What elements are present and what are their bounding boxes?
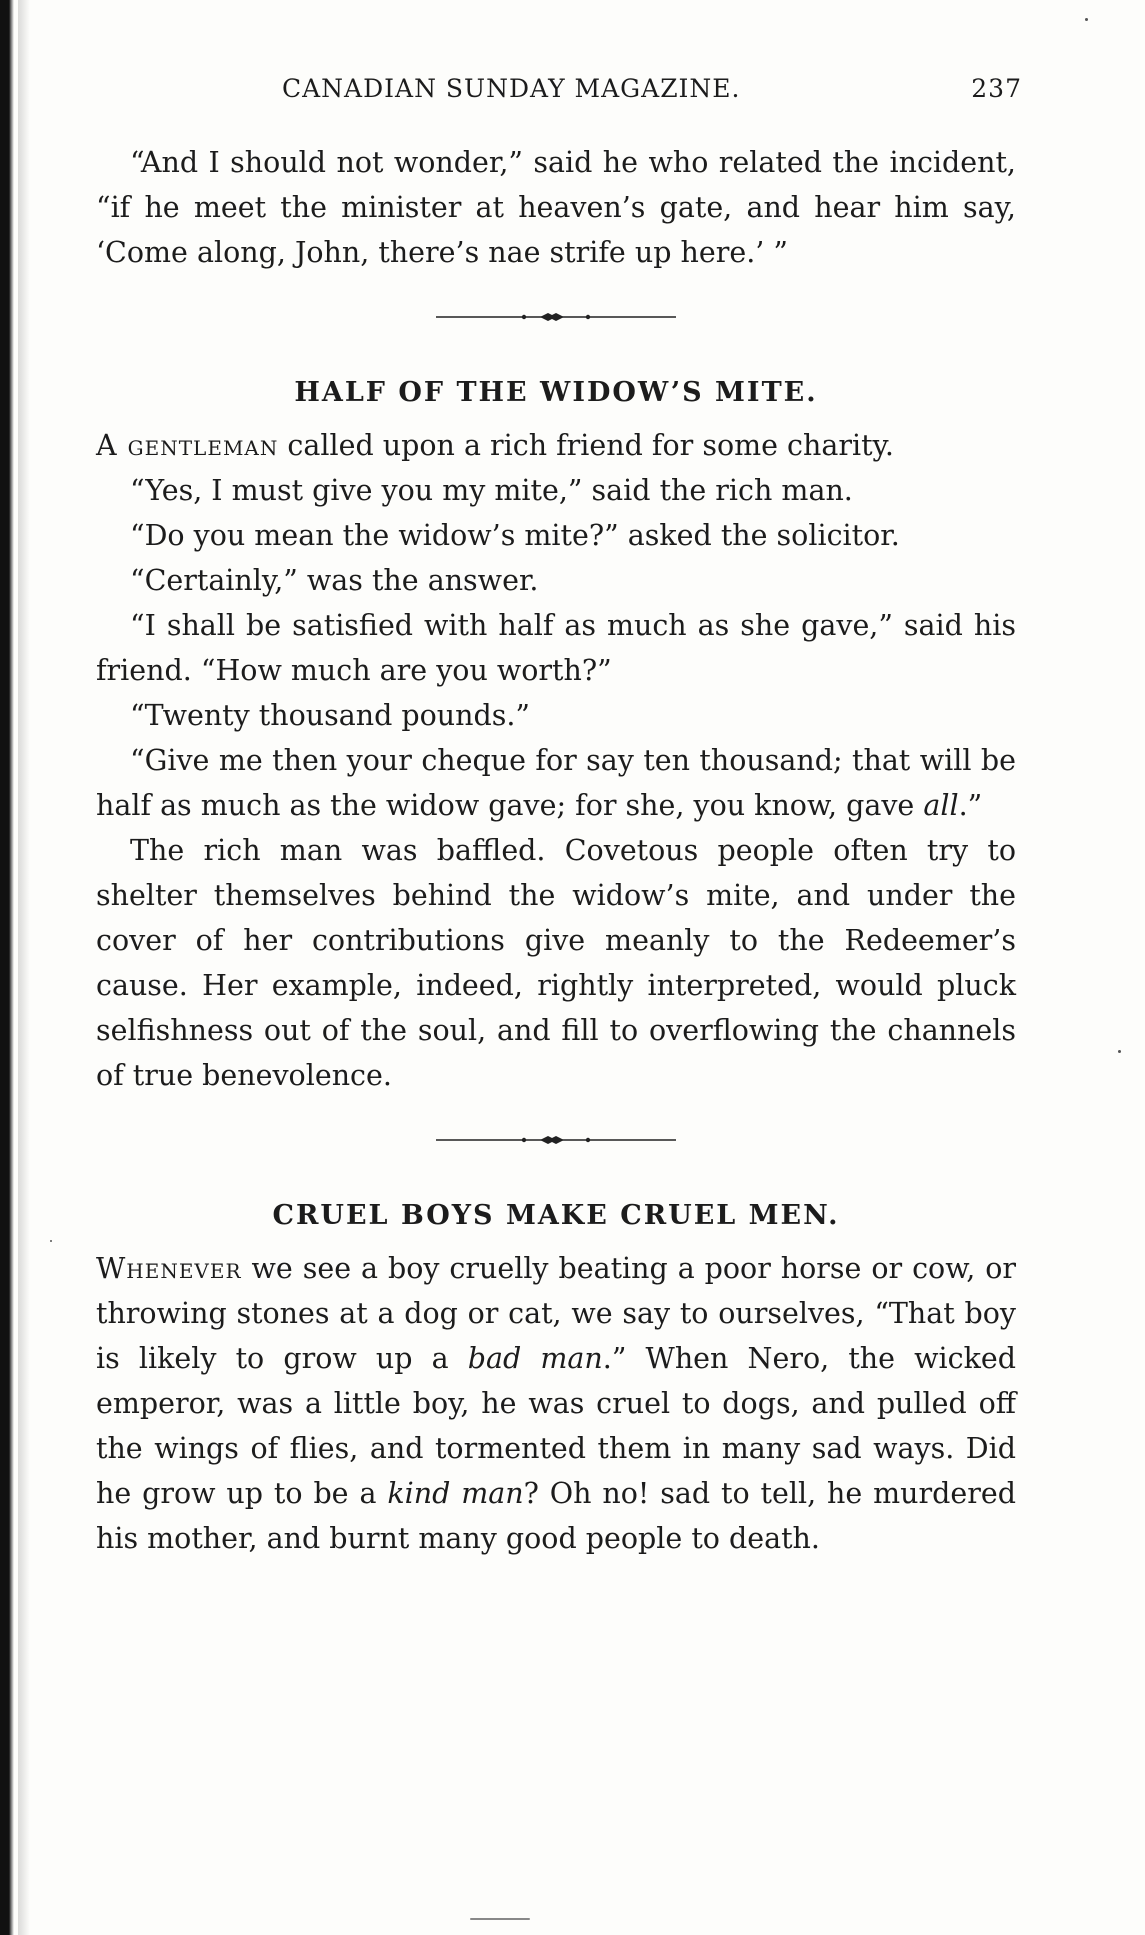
- page-number: 237: [971, 74, 1022, 103]
- print-speck: [1085, 18, 1088, 21]
- article-paragraph: “Twenty thousand pounds.”: [130, 699, 531, 732]
- paragraph-text: we see a boy cruelly beating a poor horse or cow, or throwing stones at a dog or cat, we say to ourselves, “That boy is likely to grow up a: [96, 1252, 1016, 1375]
- print-speck: [470, 1918, 530, 1920]
- paragraph-text: .” When Nero, the wicked emperor, was a little boy, he was cruel to dogs, and pulled off the wings of flies, and tormented them in many sad ways. Did he grow up to be a: [96, 1342, 1016, 1510]
- section-divider: [96, 297, 1016, 341]
- page-gutter-shade: [18, 0, 30, 1935]
- article-paragraph: The rich man was baffled. Covetous people often try to shelter themselves behind the widow’s mite, and under the cover of her contributions give meanly to the Redeemer’s cause. Her example, indeed, rightly interpreted, would pluck selfishness out of the soul, and fill to overflowing the channels of true benevolence.: [96, 834, 1016, 1092]
- divider-ornament: [436, 307, 676, 327]
- italic-emphasis: bad man: [467, 1342, 603, 1375]
- article-paragraph: “Do you mean the widow’s mite?” asked the solicitor.: [130, 519, 900, 552]
- print-speck: [50, 1240, 52, 1242]
- article-paragraph: [96, 1246, 1016, 1561]
- article-paragraph: “I shall be satisfied with half as much as she gave,” said his friend. “How much are you worth?”: [96, 609, 1016, 687]
- page-spine-shadow: [0, 0, 14, 1935]
- lead-smallcaps: A gentleman: [96, 429, 279, 462]
- print-speck: [1118, 1050, 1121, 1053]
- continuation-paragraph: “And I should not wonder,” said he who related the incident, “if he meet the minister at heaven’s gate, and hear him say, ‘Come along, John, there’s nae strife up here.’ ”: [96, 146, 1016, 269]
- italic-emphasis: kind man: [387, 1477, 524, 1510]
- article-paragraph: “Certainly,” was the answer.: [130, 564, 539, 597]
- article-title: CRUEL BOYS MAKE CRUEL MEN.: [272, 1200, 840, 1231]
- lead-text: called upon a rich friend for some charity.: [278, 429, 894, 462]
- lead-smallcaps: Whenever: [96, 1252, 242, 1285]
- article-paragraph: [96, 423, 1016, 468]
- section-divider: [96, 1120, 1016, 1164]
- paragraph-text: .”: [958, 789, 983, 822]
- text-column: [96, 140, 1016, 1561]
- article-title: HALF OF THE WIDOW’S MITE.: [294, 377, 818, 408]
- article-paragraph: [96, 738, 1016, 828]
- divider-ornament: [436, 1130, 676, 1150]
- italic-emphasis: all: [923, 789, 959, 822]
- paragraph-text: “Give me then your cheque for say ten thousand; that will be half as much as the widow gave; for she, you know, gave: [96, 744, 1016, 822]
- paragraph-text: ? Oh no! sad to tell, he murdered his mother, and burnt many good people to death.: [96, 1477, 1017, 1555]
- running-title: CANADIAN SUNDAY MAGAZINE.: [282, 74, 741, 103]
- article-paragraph: “Yes, I must give you my mite,” said the rich man.: [130, 474, 853, 507]
